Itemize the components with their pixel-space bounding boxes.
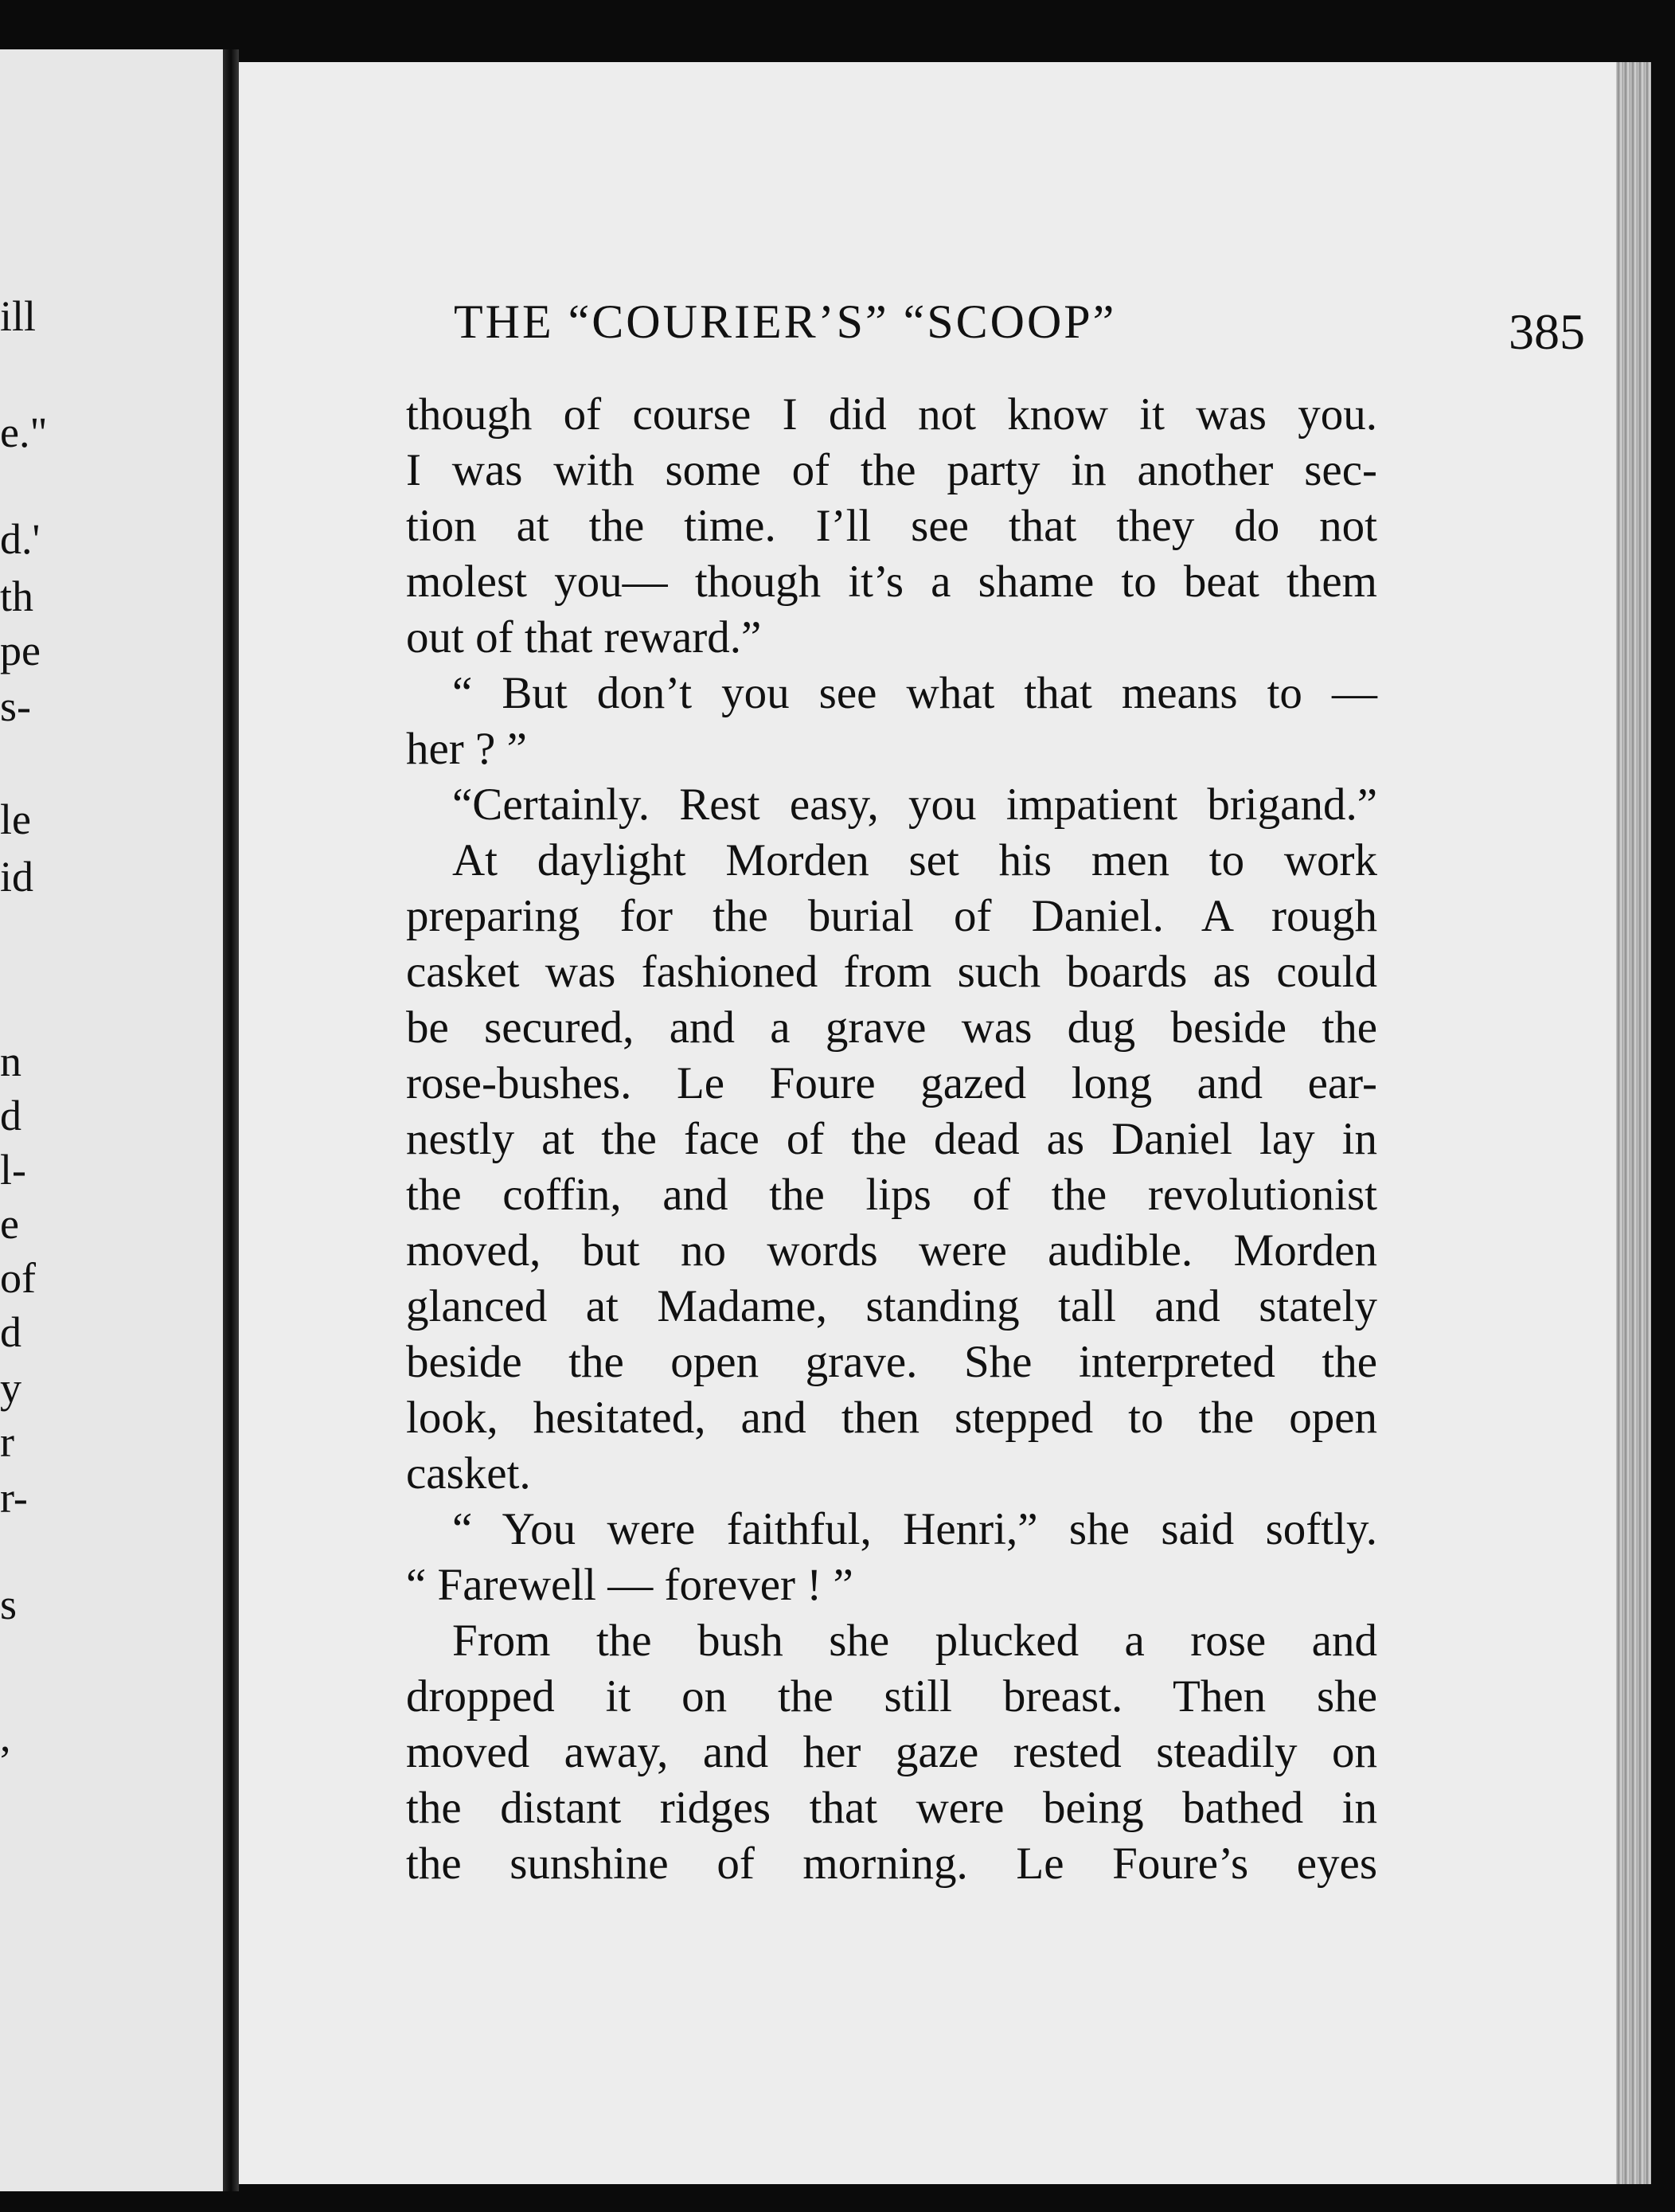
previous-page-edge <box>0 49 223 2191</box>
left-page-fragment: pe <box>0 627 41 674</box>
left-page-fragment: s <box>0 1581 18 1628</box>
text-line: beside the open grave. She interpreted the <box>406 1337 1377 1387</box>
left-page-fragment: , <box>0 1713 11 1761</box>
left-page-fragment: of <box>0 1254 36 1302</box>
book-gutter <box>223 49 239 2191</box>
left-page-fragment: s- <box>0 682 31 730</box>
left-page-fragment: d <box>0 1092 21 1139</box>
left-page-fragment: e." <box>0 408 48 456</box>
text-line: her ? ” <box>406 724 527 774</box>
left-page-fragment: d <box>0 1308 21 1356</box>
left-page-fragment: d.' <box>0 515 41 563</box>
book-page <box>239 62 1616 2184</box>
left-page-fragment: id <box>0 853 34 901</box>
text-line: nestly at the face of the dead as Daniel lay in <box>406 1114 1377 1164</box>
text-line: be secured, and a grave was dug beside the <box>406 1002 1377 1053</box>
left-page-fragment: th <box>0 573 34 620</box>
text-line: moved away, and her gaze rested steadily on <box>406 1727 1377 1777</box>
left-page-fragment: e <box>0 1200 19 1248</box>
text-line: I was with some of the party in another sec- <box>406 445 1377 495</box>
left-page-fragment: ill <box>0 292 37 340</box>
text-line: the distant ridges that were being bathed in <box>406 1783 1377 1833</box>
text-line: casket was fashioned from such boards as could <box>406 947 1377 997</box>
page-stack-edge <box>1616 62 1651 2184</box>
text-line: preparing for the burial of Daniel. A rough <box>406 891 1377 941</box>
left-page-fragment: y <box>0 1364 21 1412</box>
text-line: molest you— though it’s a shame to beat them <box>406 557 1377 607</box>
left-page-fragment: r <box>0 1418 14 1466</box>
text-line: glanced at Madame, standing tall and stately <box>406 1281 1377 1331</box>
text-line: “ Farewell — forever ! ” <box>406 1560 853 1610</box>
text-line: the coffin, and the lips of the revolutionist <box>406 1170 1377 1220</box>
text-line: “Certainly. Rest easy, you impatient brigand.” <box>452 780 1377 830</box>
text-line: though of course I did not know it was you. <box>406 389 1377 440</box>
text-line: look, hesitated, and then stepped to the open <box>406 1393 1377 1443</box>
text-line: rose-bushes. Le Foure gazed long and ear- <box>406 1058 1377 1108</box>
left-page-fragment: l- <box>0 1146 26 1194</box>
page-header <box>454 295 1616 390</box>
text-line: At daylight Morden set his men to work <box>452 835 1377 885</box>
text-line: “ But don’t you see what that means to — <box>452 668 1377 718</box>
left-page-fragment: le <box>0 795 31 843</box>
text-line: “ You were faithful, Henri,” she said softly. <box>452 1504 1377 1554</box>
text-line: the sunshine of morning. Le Foure’s eyes <box>406 1839 1377 1889</box>
left-page-fragment: r- <box>0 1474 28 1522</box>
text-line: dropped it on the still breast. Then she <box>406 1671 1377 1722</box>
text-line: casket. <box>406 1448 531 1499</box>
left-page-fragment: n <box>0 1038 21 1085</box>
page-number: 385 <box>1509 303 1585 360</box>
text-line: tion at the time. I’ll see that they do not <box>406 501 1377 551</box>
text-line: out of that reward.” <box>406 612 762 662</box>
running-head: THE “COURIER’S” “SCOOP” <box>454 295 1117 348</box>
text-line: From the bush she plucked a rose and <box>452 1616 1377 1666</box>
text-line: moved, but no words were audible. Morden <box>406 1225 1377 1276</box>
